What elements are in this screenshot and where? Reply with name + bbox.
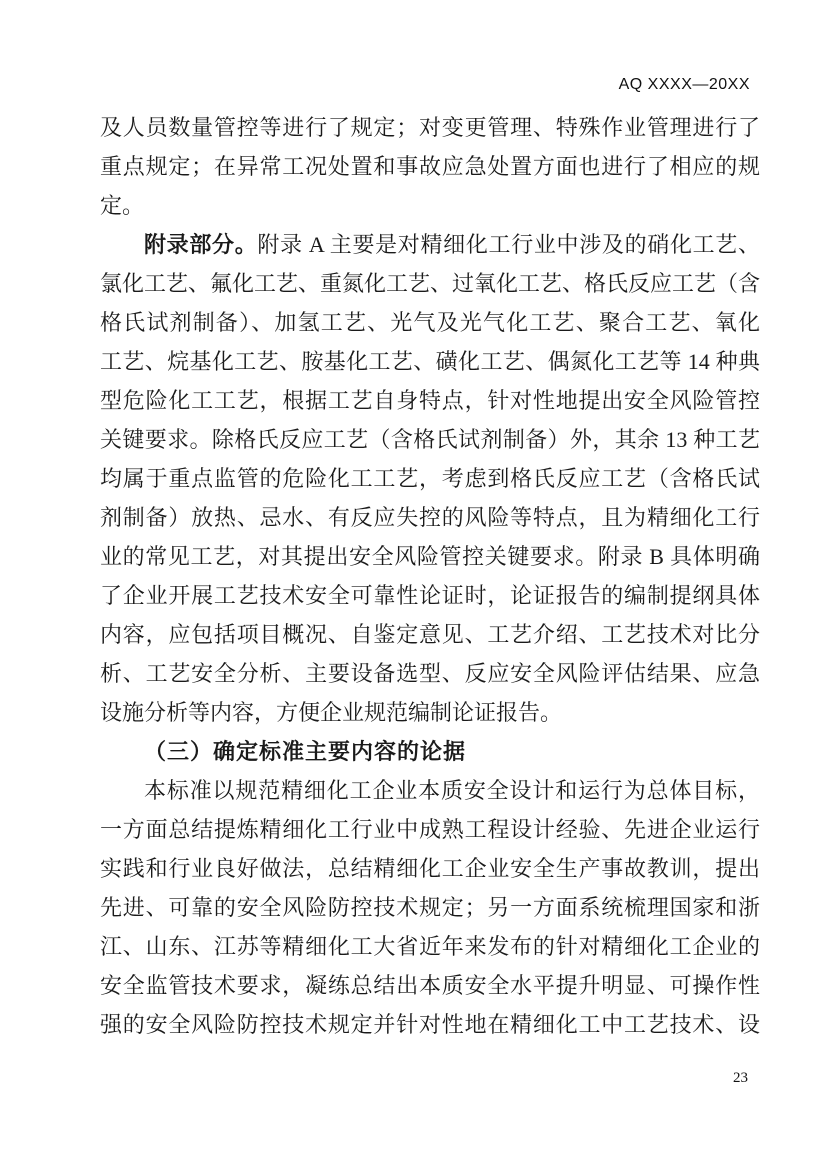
- paragraph-line: 析、工艺安全分析、主要设备选型、反应安全风险评估结果、应急: [100, 661, 760, 686]
- paragraph-line: 强的安全风险防控技术规定并针对性地在精细化工中工艺技术、设: [100, 1012, 760, 1037]
- page-number: 23: [733, 1070, 748, 1086]
- paragraph-line: 剂制备）放热、忌水、有反应失控的风险等特点，且为精细化工行: [100, 505, 760, 530]
- paragraph-line: 格氏试剂制备）、加氢工艺、光气及光气化工艺、聚合工艺、氧化: [100, 310, 760, 335]
- paragraph-line: 氯化工艺、氟化工艺、重氮化工艺、过氧化工艺、格氏反应工艺（含: [100, 271, 760, 296]
- paragraph-line: 安全监管技术要求，凝练总结出本质安全水平提升明显、可操作性: [100, 973, 760, 998]
- paragraph-line: 设施分析等内容，方便企业规范编制论证报告。: [100, 700, 563, 725]
- paragraph-line: 一方面总结提炼精细化工行业中成熟工程设计经验、先进企业运行: [100, 817, 760, 842]
- bold-run: 附录部分。: [144, 232, 258, 257]
- paragraph-line: 型危险化工工艺，根据工艺自身特点，针对性地提出安全风险管控: [100, 388, 760, 413]
- paragraph-line: 重点规定；在异常工况处置和事故应急处置方面也进行了相应的规: [100, 154, 760, 179]
- paragraph-line: 定。: [100, 193, 145, 218]
- paragraph-line: 先进、可靠的安全风险防控技术规定；另一方面系统梳理国家和浙: [100, 895, 760, 920]
- paragraph-line: 工艺、烷基化工艺、胺基化工艺、磺化工艺、偶氮化工艺等 14 种典: [100, 349, 760, 374]
- paragraph-line: 实践和行业良好做法，总结精细化工企业安全生产事故教训，提出: [100, 856, 760, 881]
- paragraph-line: 均属于重点监管的危险化工工艺，考虑到格氏反应工艺（含格氏试: [100, 466, 760, 491]
- heading-text: （三）确定标准主要内容的论据: [144, 739, 467, 764]
- paragraph-line: 本标准以规范精细化工企业本质安全设计和运行为总体目标，: [144, 778, 760, 803]
- paragraph-line: [100, 225, 760, 264]
- section-heading: [100, 732, 760, 771]
- doc-code-header: AQ XXXX—20XX: [618, 76, 750, 93]
- paragraph-line: 江、山东、江苏等精细化工大省近年来发布的针对精细化工企业的: [100, 934, 760, 959]
- paragraph-line: 内容，应包括项目概况、自鉴定意见、工艺介绍、工艺技术对比分: [100, 622, 760, 647]
- paragraph-line: 了企业开展工艺技术安全可靠性论证时，论证报告的编制提纲具体: [100, 583, 760, 608]
- document-body: [100, 108, 760, 1044]
- paragraph-line: 关键要求。除格氏反应工艺（含格氏试剂制备）外，其余 13 种工艺: [100, 427, 760, 452]
- text-run: 附录 A 主要是对精细化工行业中涉及的硝化工艺、: [257, 232, 760, 257]
- paragraph-line: 业的常见工艺，对其提出安全风险管控关键要求。附录 B 具体明确: [100, 544, 760, 569]
- paragraph-line: 及人员数量管控等进行了规定；对变更管理、特殊作业管理进行了: [100, 115, 760, 140]
